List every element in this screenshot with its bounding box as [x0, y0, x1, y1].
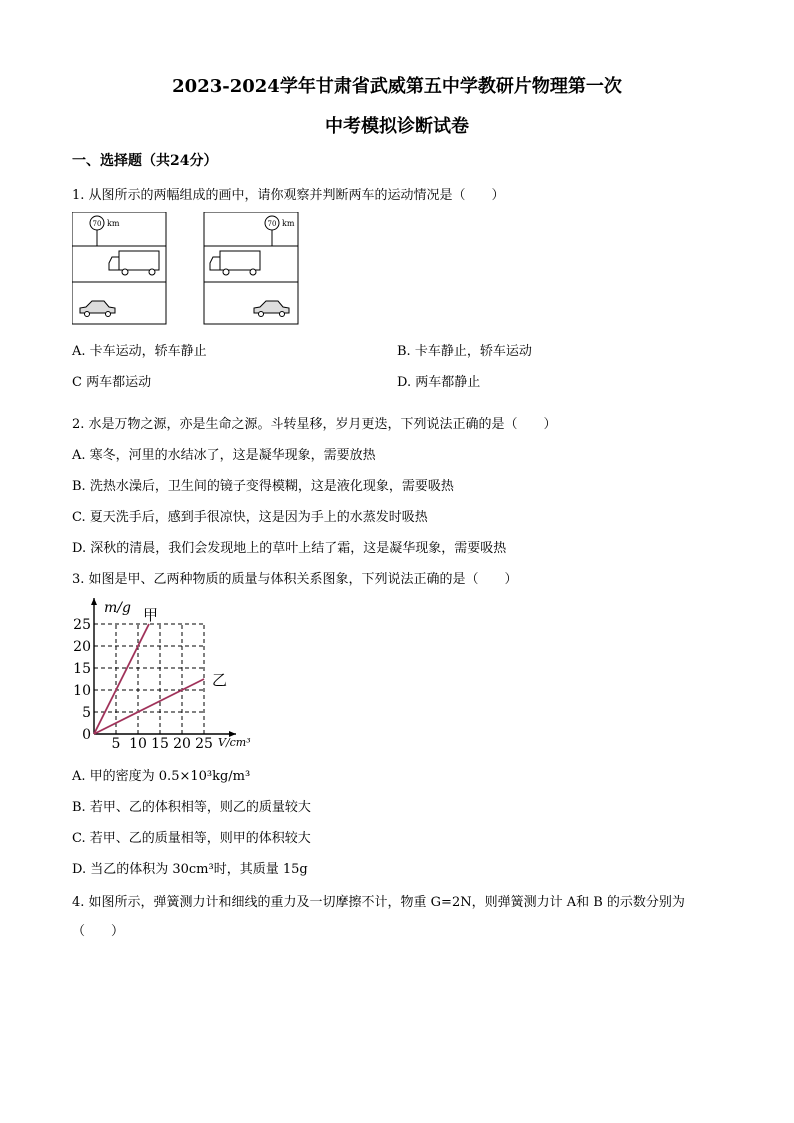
speed-sign-unit: km — [107, 219, 120, 228]
speed-sign-label: 70 — [267, 220, 277, 228]
question-1-figure — [72, 212, 302, 326]
question-3-stem: 3. 如图是甲、乙两种物质的质量与体积关系图象，下列说法正确的是（ ） — [72, 572, 518, 587]
speed-sign-unit: km — [282, 219, 295, 228]
y-axis-label: m/g — [104, 600, 131, 616]
y-tick-label: 0 — [82, 727, 91, 743]
question-4-stem-cont: （ ） — [72, 924, 125, 939]
question-3-option-b: B. 若甲、乙的体积相等，则乙的质量较大 — [72, 800, 311, 815]
series-line — [94, 624, 149, 734]
y-tick-label: 15 — [73, 661, 91, 677]
series-name-label: 甲 — [143, 606, 159, 624]
question-2-option-b: B. 洗热水澡后，卫生间的镜子变得模糊，这是液化现象，需要吸热 — [72, 479, 454, 494]
speed-sign-label: 70 — [92, 220, 102, 228]
exam-title-line2: 中考模拟诊断试卷 — [325, 116, 469, 137]
chart-series — [94, 624, 204, 734]
truck-icon — [109, 251, 159, 275]
x-tick-label: 15 — [151, 736, 169, 752]
car-icon — [80, 301, 115, 317]
x-tick-label: 20 — [173, 736, 191, 752]
x-axis-label: V/cm³ — [218, 736, 251, 749]
truck-icon — [210, 251, 260, 275]
y-axis-arrow-icon — [91, 598, 97, 605]
question-3-option-a: A. 甲的密度为 0.5×10³kg/m³ — [72, 769, 251, 784]
chart-labels — [73, 600, 250, 752]
exam-title-line1: 2023-2024学年甘肃省武威第五中学教研片物理第一次 — [172, 76, 622, 97]
question-2-stem: 2. 水是万物之源，亦是生命之源。斗转星移，岁月更迭，下列说法正确的是（ ） — [72, 417, 557, 432]
question-4-stem: 4. 如图所示，弹簧测力计和细线的重力及一切摩擦不计，物重 G=2N，则弹簧测力计 A和 B 的示数分别为 — [72, 895, 685, 910]
x-tick-label: 5 — [111, 736, 121, 752]
series-name-label: 乙 — [212, 671, 228, 689]
mass-volume-chart — [72, 596, 272, 754]
section-heading: 一、选择题（共24分） — [72, 153, 218, 169]
question-1-option-d: D. 两车都静止 — [397, 375, 481, 390]
y-tick-label: 10 — [73, 683, 91, 699]
question-2-option-c: C. 夏天洗手后，感到手很凉快，这是因为手上的水蒸发时吸热 — [72, 510, 428, 525]
chart-axes — [91, 598, 236, 737]
series-line — [94, 679, 204, 734]
y-tick-label: 20 — [73, 639, 91, 655]
question-1-stem: 1. 从图所示的两幅组成的画中，请你观察并判断两车的运动情况是（ ） — [72, 188, 505, 203]
x-tick-label: 10 — [129, 736, 147, 752]
question-2-option-d: D. 深秋的清晨，我们会发现地上的草叶上结了霜，这是凝华现象，需要吸热 — [72, 541, 507, 556]
car-icon — [254, 301, 289, 317]
chart-grid — [94, 624, 204, 734]
question-1-option-c: C 两车都运动 — [72, 375, 152, 390]
figure-panel-left — [72, 212, 166, 324]
x-tick-label: 25 — [195, 736, 213, 752]
y-tick-label: 25 — [73, 617, 91, 633]
question-1-option-a: A. 卡车运动，轿车静止 — [72, 344, 207, 359]
question-2-option-a: A. 寒冬，河里的水结冰了，这是凝华现象，需要放热 — [72, 448, 376, 463]
y-tick-label: 5 — [82, 705, 91, 721]
figure-panel-right — [204, 212, 298, 324]
question-1-option-b: B. 卡车静止，轿车运动 — [397, 344, 532, 359]
question-3-option-c: C. 若甲、乙的质量相等，则甲的体积较大 — [72, 831, 311, 846]
question-3-option-d: D. 当乙的体积为 30cm³时，其质量 15g — [72, 862, 308, 877]
